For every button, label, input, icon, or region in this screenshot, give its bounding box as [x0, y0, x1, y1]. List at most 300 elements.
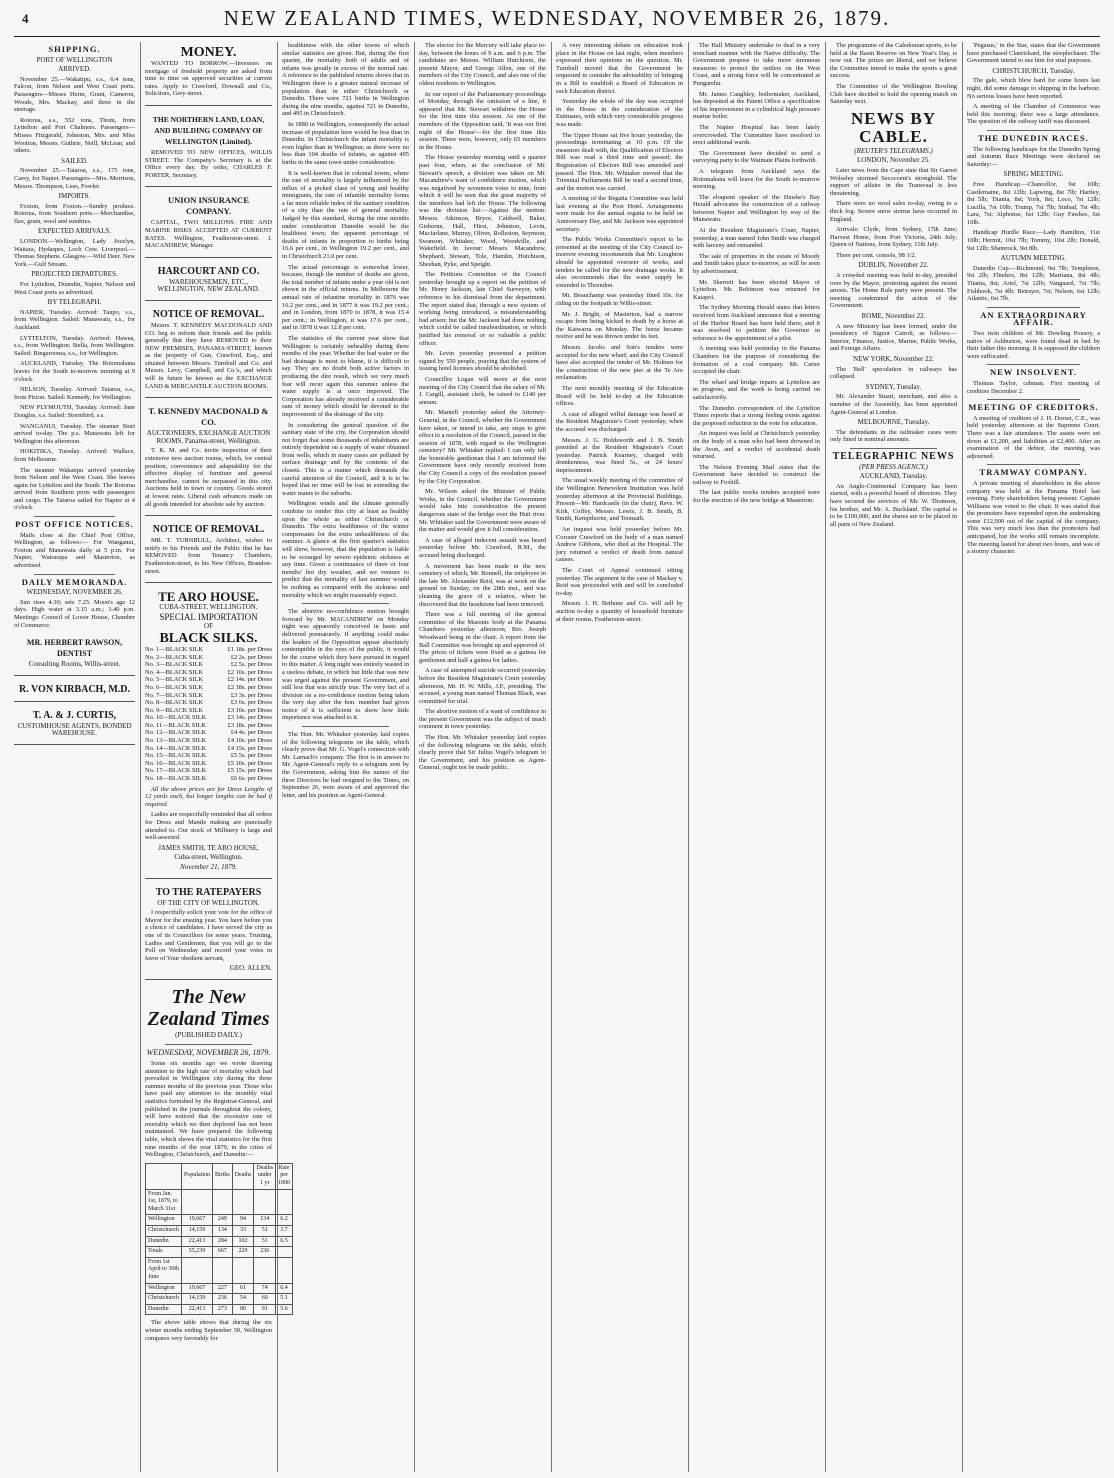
column-divider	[414, 42, 415, 1472]
paragraph: The usual weekly meeting of the committee of the Wellington Benevolent Institution was held yesterday afternoon at the Provincial Buildings. Present—Mr. Hardcastle (in the chair), Revs. W. Kirk, Coffey, Messrs. Lewis, J. B. Smith, B. Smith, Kempthorne, and Toomath.	[556, 477, 683, 523]
ad-title: THE NORTHERN LAND, LOAN, AND BUILDING COMPANY OF WELLINGTON (Limited).	[152, 114, 265, 146]
ad-subtitle: AUCTIONEERS, EXCHANGE AUCTION ROOMS, Panama-street, Wellington.	[146, 429, 271, 445]
table-cell: 22,413	[182, 1236, 213, 1247]
nameplate-subtitle: (PUBLISHED DAILY.)	[175, 1030, 242, 1039]
silk-item-name: No. 10—BLACK SILK	[145, 714, 207, 722]
silk-item-price: £5 10s. per Dress	[227, 759, 272, 767]
table-cell: 80	[232, 1304, 254, 1315]
divider	[987, 399, 1080, 400]
paragraph: Mr. Beauchamp was yesterday fined 10s. for riding on the footpath in Willis-street.	[556, 292, 683, 307]
table-cell: From Jan. 1st, 1879, to March 31st	[146, 1189, 182, 1215]
paragraph: The Government have decided to send a surveying party to the Waimate Plains forthwith.	[693, 149, 820, 165]
paragraph: The Dunedin correspondent of the Lyttelton Times reports that a strong feeling exists against the proposed reduction in the vote for education.	[693, 404, 820, 427]
paragraph: Councillor Logan will move at the next meeting of the City Council that the salary of Mr. J. Cargill, assistant clerk, be raised to £140 per annum.	[419, 375, 546, 406]
table-row	[146, 1189, 293, 1215]
dateline: LONDON, November 25.	[856, 156, 931, 165]
subheading: SPRING MEETING.	[1003, 170, 1064, 179]
dateline: MELBOURNE, Tuesday.	[857, 418, 930, 427]
subheading: PROJECTED DEPARTURES.	[31, 270, 118, 279]
paragraph: T. K. M. and Co. invite inspection of their extensive new auction rooms, which, for central position, convenience and adaptability for the effective display of furniture and general merchandise, cannot be surpassed in this city. Auctions held in town or country. Goods stored at lowest rates. Liberal cash advances made on all goods intended for absolute sale by auction.	[145, 447, 272, 508]
silk-item-name: No. 7—BLACK SILK	[145, 691, 204, 699]
table-row	[146, 1257, 293, 1283]
silk-item-name: No. 1—BLACK SILK	[145, 645, 204, 653]
paragraph: A private meeting of shareholders in the above company was held at the Panama Hotel last evening. Forty shareholders being present. Captain Williams was voted to the chair. It was stated that the promoters have expended upon the undertaking some £12,000 out of the capital of the company. This was very much less than the promoters had anticipated, but the works still remain incomplete. The meeting lasted for about two hours, and was of a stormy character.	[967, 479, 1100, 556]
subheading: (PER PRESS AGENCY.)	[859, 462, 928, 471]
paragraph: The abortive no-confidence motion brought forward by Mr. MACANDREW on Monday night was apparently conceived in haste and delivered prematurely. If anything could make the leaders of the Opposition appear absolutely contemptible in the eyes of the public, it would be the course which they have pursued in regard to this matter. A long night was entirely wasted in a useless debate, in which but little that was new was urged against the present Government, and still less that was strictly true. The very fact of a division on a no-confidence motion being taken the very day after the hon. member had given notice of it is sufficient to show how little importance was attached to it.	[282, 608, 409, 722]
column-divider	[688, 42, 689, 1472]
column-divider	[825, 42, 826, 1472]
silk-item-name: No. 8—BLACK SILK	[145, 699, 204, 707]
advertisement	[14, 679, 135, 702]
table-header-cell: Population	[182, 1163, 213, 1189]
advertisement	[145, 304, 272, 398]
table-row	[146, 1236, 293, 1247]
section-heading: POST OFFICE NOTICES.	[15, 519, 134, 530]
dateline: SYDNEY, Tuesday.	[865, 382, 922, 391]
paragraph: The above table shows that during the six winter months ending September 30, Wellington compares very favorably for	[145, 1319, 272, 1342]
paragraph: A new Ministry has been formed, under the presidency of Signor Cairoli, as follows:—Interior, Finance, Justice, Marine, Public Works, and Foreign Affairs.	[830, 322, 957, 353]
silk-price-row	[145, 676, 272, 684]
paragraph: For Lyttelton, Dunedin, Napier, Nelson and West Coast ports as advertised.	[14, 281, 135, 296]
issue-date: WEDNESDAY, NOVEMBER 26, 1879.	[146, 1047, 271, 1057]
ad-subtitle: SPECIAL IMPORTATION	[159, 611, 258, 622]
table-cell: 249	[213, 1215, 233, 1226]
paragraph: healthiness with the other towns of which similar statistics are given. But, during the first quarter, the mortality both of adults and of infants was greatly in excess of the normal rate. A reference to the published returns shows that in Wellington there is a greater natural increase of population than in either Christchurch or Dunedin. There were 721 births in Wellington during the nine months, against 721 in Dunedin, and 495 in Christchurch.	[282, 42, 409, 118]
advertisement-te-aro	[145, 586, 272, 878]
table-row	[146, 1294, 293, 1305]
ad-title: TE ARO HOUSE.	[158, 589, 259, 605]
table-cell: 5.6	[276, 1304, 293, 1315]
ad-title: HARCOURT AND CO.	[157, 265, 260, 277]
silk-item-name: No. 18—BLACK SILK	[145, 775, 207, 783]
section-heading: NEW INSOLVENT.	[989, 367, 1078, 378]
section-heading: THE DUNEDIN RACES.	[978, 132, 1089, 143]
ad-subtitle: OF	[204, 622, 213, 631]
table-cell: 667	[213, 1247, 233, 1258]
divider	[34, 516, 115, 517]
table-header-cell: Rate per 1000	[276, 1163, 293, 1189]
paragraph: The Nelson Evening Mail states that the Government have decided to construct the railway to Foxhill.	[693, 463, 820, 486]
paragraph: Messrs. Jacobs and Son's tenders were accepted for the new wharf; and the City Council have also accepted the tender of Mr. Holmes for the construction of the new pier at the Te Aro reclamation.	[556, 343, 683, 382]
paragraph: It is well-known that in colonial towns, where the rate of mortality is largely influenced by the influx of a picked class of young and healthy immigrants, the rate of infantile mortality forms a far more reliable index of the sanitary condition of a city than the rate of general mortality. Judged by this standard, during the nine months under consideration Dunedin would be the healthiest town; the apparent percentage of deaths of infants in proportion to births being 16.6 per cent., in Wellington 19.2 per cent., and in Christchurch 21.0 per cent.	[282, 169, 409, 261]
section-heading-cable: NEWS BY CABLE.	[851, 108, 936, 146]
column-divider	[140, 42, 141, 1472]
advertisement	[14, 632, 135, 676]
paragraph: The 'Bell' speculation in railways has collapsed.	[830, 365, 957, 381]
paragraph: Mr. J. Bright, of Masterton, had a narrow escape from being kicked to death by a horse at the Kaiwarra on Monday. The horse became restive and he was thrown under its feet.	[556, 310, 683, 341]
paragraph: Yesterday the whole of the day was occupied in the House in the consideration of the Estimates, with which very considerable progress was made.	[556, 98, 683, 128]
column-5-news	[556, 42, 683, 1472]
signature-sub: Cuba-street, Wellington.	[174, 853, 243, 862]
paragraph: A very interesting debate on education took place in the House on last night, when members expressed their opinions on the question. Mr. Turnbull moved that the Government be requested to consider the advisability of bringing in a Bill to establish a Board of Education in each Education district.	[556, 42, 683, 95]
paragraph: A telegram from Auckland says the Rotomahana will leave for the South to-morrow morning.	[693, 167, 820, 191]
column-divider	[551, 42, 552, 1472]
section-heading: SHIPPING.	[48, 44, 101, 54]
table-cell: Christchurch	[146, 1225, 182, 1236]
paragraph: In considering the general question of the sanitary state of the city, the Corporation should not forget that some thousands of inhabitants are entirely dependent on a supply of water obtained from wells, which in many cases are polluted by surface drainage and by the contents of the closets. This is a matter which demands the careful attention of the Council, and it is to be hoped that no time will be lost in extending the water mains to the suburbs.	[282, 421, 409, 497]
table-cell: 227	[213, 1283, 233, 1294]
silk-price-list	[145, 646, 272, 783]
paragraph: The wharf and bridge repairs at Lyttelton are in progress, and the work is being carried on satisfactorily.	[693, 378, 820, 401]
paragraph: The House yesterday morning until a quarter past four, when, at the conclusion of Mr. Stewart's speech, a division was taken on Mr. Macandrew's want of confidence motion, which was negatived by seventeen votes to nine, from which it will be seen that the great majority of the members had left the House. The following was the division list:—Against the motion: Messrs. Atkinson, Bryce, Caldwell, Baker, Gisborne, Hall, Hirst, Johnston, Levin, Macfarlane, Murray, Oliver, Rolleston, Seymour, Swanson, Whitaker, Wood, Woodville, and Wakefield. In favour: Messrs. Macandrew, Shephard, Stewart, Tole, Hamlin, Hutchison, Sheehan, Pyke, and Speight.	[419, 154, 546, 268]
paragraph: The sale of properties in the estate of Moody and Smith takes place to-morrow, as will be seen by advertisement.	[693, 252, 820, 276]
table-cell	[232, 1257, 254, 1283]
silk-item-price: £4 15s. per Dress	[227, 744, 272, 752]
paragraph: CAPITAL, TWO MILLIONS. FIRE AND MARINE RISKS ACCEPTED AT CURRENT RATES. Wellington, Featherston-street. J. MACANDREW, Manager.	[145, 219, 272, 250]
silk-item-price: £2 10s. per Dress	[227, 668, 272, 676]
silk-price-row	[145, 692, 272, 700]
paragraph: The following handicaps for the Dunedin Spring and Autumn Race Meetings were declared on Saturday:—	[967, 145, 1100, 168]
paragraph: A case of alleged indecent assault was heard yesterday before Mr. Crawford, R.M., the accused being discharged.	[419, 536, 546, 559]
paragraph: The next monthly meeting of the Education Board will be held to-day at the Education offices.	[556, 384, 683, 408]
table-cell: 55,239	[182, 1247, 213, 1258]
paragraph: The Petitions Committee of the Council yesterday brought up a report on the petition of Mr. Henry Jackson, late Chief Surveyor, with reference to his dismissal from the department. The report stated that, through a new system of working being introduced, a misunderstanding had arisen; but the Mr. Jackson had done nothing which could be called insubordination, or which justified his removal or so valuable a public officer.	[419, 271, 546, 347]
table-cell: 61	[232, 1283, 254, 1294]
table-cell: 102	[232, 1236, 254, 1247]
silk-price-row	[145, 745, 272, 753]
table-row	[146, 1215, 293, 1226]
paragraph: The Committee of the Wellington Bowling Club have decided to hold the opening match on Saturday next.	[830, 82, 957, 106]
paragraph: REMOVED TO NEW OFFICES, WILLIS STREET. The Company's Secretary is at the Office every day. By order, CHARLES F. PORTER, Secretary.	[145, 148, 272, 179]
subheading: WEDNESDAY, NOVEMBER 26.	[26, 588, 123, 597]
divider	[987, 464, 1080, 465]
table-cell: 229	[232, 1247, 254, 1258]
table-cell: 3.7	[276, 1225, 293, 1236]
paragraph: Three per cent. consols, 98 1/2.	[836, 251, 917, 259]
paragraph: Messrs. J. G. Holdsworth and J. B. Smith presided at the Resident Magistrate's Court yesterday. Patrick Kearney, charged with drunkenness, was fined 5s., or 24 hours' imprisonment.	[556, 436, 683, 474]
section-heading: MEETING OF CREDITORS.	[968, 402, 1099, 413]
ad-title: R. VON KIRBACH, M.D.	[18, 683, 130, 695]
silk-item-name: No. 11—BLACK SILK	[145, 721, 207, 729]
column-6-news	[693, 42, 820, 1472]
silk-item-price: £2 2s. per Dress	[230, 653, 272, 661]
advertisement	[145, 42, 272, 106]
paragraph: A movement has been made in the new cemetery of which, Mr. Bonnell, the employee in the late Mr. Alexander Reid, was at work on the ground on Sunday, on the 28th inst., and was cleaning the grave of a relative, when he discovered that the headstone had been removed.	[419, 562, 546, 608]
table-cell: 94	[232, 1215, 254, 1226]
dateline: AUCKLAND, Tuesday.	[859, 472, 928, 481]
paragraph: Handicap Hurdle Race.—Lady Hamilton, 11st 10lb; Hermit, 10st 7lb; Tommy, 10st 2lb; Donald, 9st 12lb; Shamrock, 9st 8lb.	[967, 229, 1100, 252]
divider	[987, 307, 1080, 308]
advertisement	[145, 109, 272, 187]
divider	[165, 1044, 252, 1045]
dateline: DUBLIN, November 22.	[858, 261, 929, 270]
advertisement	[145, 401, 272, 516]
silk-item-price: £2 14s. per Dress	[227, 676, 272, 684]
table-cell	[182, 1189, 213, 1215]
silk-price-row	[145, 752, 272, 760]
table-cell	[254, 1189, 276, 1215]
table-cell: 54	[232, 1294, 254, 1305]
silk-item-price: £3 3s. per Dress	[230, 691, 272, 699]
paragraph: Later news from the Cape state that Sir Garnet Wolseley stormed Secocoeni's stronghold. The support of affairs in the Transvaal is less threatening.	[830, 166, 957, 197]
paragraph: Mr. Skerrett has been elected Mayor of Lyttelton. Mr. Robinson was returned for Kaiapoi.	[693, 278, 820, 301]
subheading: BY TELEGRAPH.	[47, 298, 102, 307]
silk-price-row	[145, 714, 272, 722]
table-cell: Christchurch	[146, 1294, 182, 1305]
table-cell	[213, 1257, 233, 1283]
paragraph: Mr. James Caughley, boilermaker, Auckland, has deposited at the Patent Office a specification of his improvement in a cylindrical high pressure marine boiler.	[693, 90, 820, 121]
advertisement	[145, 882, 272, 980]
table-cell: 74	[254, 1283, 276, 1294]
paragraph: I respectfully solicit your vote for the office of Mayor for the ensuing year. You have before you a choice of candidates. I have served the city as one of its Councillors for some years. Trusting, Ladies and Gentlemen, that you will go to the Poll on Wednesday and record your votes in favor of Your obedient servant,	[145, 909, 272, 962]
silk-item-price: £4 4s. per Dress	[230, 729, 272, 737]
paragraph: Mr. Wilson asked the Minister of Public Works, in the Council, whether the Government would take into consideration the present dangerous state of the bridge over the Hutt river. Mr. Whitaker said the Government were aware of the matter and would give it full consideration.	[419, 488, 546, 534]
table-row	[146, 1247, 293, 1258]
paragraph: The Hall Ministry undertake to deal in a very trenchant manner with the Native difficulty. The Government propose to take more strenuous measures to protect the settlers on the West Coast, and a strong force will be concentrated at Pungarehu.	[693, 42, 820, 87]
newspaper-nameplate: The New Zealand Times	[147, 985, 270, 1030]
paragraph: The last public works tenders accepted were for the erection of the new bridge at Masterton.	[693, 489, 820, 505]
silk-price-row	[145, 684, 272, 692]
silk-price-row	[145, 707, 272, 715]
ad-subtitle: CUSTOMHOUSE AGENTS, BONDED WAREHOUSE.	[17, 721, 132, 738]
signature: GEO. ALLEN.	[229, 964, 272, 973]
silk-item-price: £4 10s. per Dress	[227, 737, 272, 745]
table-cell: Dunedin	[146, 1236, 182, 1247]
paragraph: AUCKLAND, Tuesday. The Rotomahana leaves for the South to-morrow morning at 9 o'clock.	[14, 360, 135, 383]
paragraph: The abortive motion of a want of confidence in the present Government was the subject of much comment in town yesterday.	[419, 708, 546, 731]
column-divider	[962, 42, 963, 1472]
table-cell: 134	[254, 1215, 276, 1226]
paragraph: Wellington winds and the climate generally combine to render this city at least as healthy upon the whole as either Christchurch or Dunedin. The extra healthiness of the winter compensates for the extra unhealthiness of the summer. A glance at the first quarter's statistics will show, however, that the population is liable to be scourged by severe epidemic sickness at any time. Given a continuance of three or four months' hot dry weather, and we venture to predict that the mortality of last summer would be nothing as compared with the sickness and mortality which we might reasonably expect.	[282, 500, 409, 599]
column-3-editorial	[282, 42, 409, 1472]
ad-title: NOTICE OF REMOVAL.	[152, 524, 265, 536]
silk-price-row	[145, 669, 272, 677]
paragraph: A meeting of the Chamber of Commerce was held this morning; there was a large attendance. The question of the railway tariff was discussed.	[967, 103, 1100, 126]
paragraph: The Public Works Committee's report to be presented at the meeting of the City Council to-morrow evening recommends that Mr. Loughton should be appointed overseer of works, and tenders be called for the new drainage works. It also recommends that the water supply be extended to Thorndon.	[556, 236, 683, 289]
divider	[34, 574, 115, 575]
silk-price-row	[145, 729, 272, 737]
table-cell: Wellington	[146, 1283, 182, 1294]
ad-subtitle: OF THE CITY OF WELLINGTON.	[157, 898, 260, 907]
paragraph: 'Pegasus,' in the Star, states that the Government have purchased Clanrickard, the steeplechaser. The Government intend to use him for stud purposes.	[967, 42, 1100, 65]
signature-date: November 21, 1879.	[180, 862, 237, 871]
paragraph: MR. T. TURNBULL, Architect, wishes to notify to his Friends and the Public that he has REMOVED from Tenancy Chambers, Featherston-street, to his New Offices, Brandon-street.	[145, 537, 272, 575]
paragraph: A crowded meeting was held to-day, presided over by the Mayor, protesting against the recent arrests. The Home Rule party were present. The meeting condemned the action of the Government.	[830, 272, 957, 310]
ad-title: NOTICE OF REMOVAL.	[152, 308, 265, 320]
paragraph: In 1880 in Wellington, consequently the actual increase of population here would be less than in Dunedin. In Christchurch the infant mortality is even higher than in Wellington; as there were no less than 104 deaths of infants, as against 495 births in the same town under consideration.	[282, 120, 409, 166]
divider	[302, 603, 389, 604]
paragraph: Rotorua, s.s., 552 tons, Thom, from Lyttelton and Port Chalmers. Passengers—Misses Fitzgerald, Johnston, Mrs. and Miss Wootton, Messrs. Guthrie, Neill, McLean, and others.	[14, 116, 135, 155]
table-cell: 19,667	[182, 1283, 213, 1294]
silk-price-row	[145, 722, 272, 730]
paragraph: A meeting was held yesterday in the Panama Chambers for the purpose of considering the formation of a coal company. Mr. Carter occupied the chair.	[693, 345, 820, 376]
table-cell: 236	[254, 1247, 276, 1258]
ad-title: UNION INSURANCE COMPANY.	[168, 195, 249, 217]
table-cell: 236	[213, 1294, 233, 1305]
ad-title: T. KENNEDY MACDONALD & CO.	[148, 406, 269, 428]
header-rule	[14, 36, 1100, 37]
paragraph: The steamer Wakatipu arrived yesterday from Nelson and the West Coast. She leaves again for Lyttelton and the South. The Rotorua arrived from Southern ports with passengers and cargo. The Taiaroa sailed for Napier at 4 o'clock.	[14, 466, 135, 512]
paragraph: The eloquent speaker of the Hawke's Bay Herald advocates the construction of a railway between Napier and Wellington by way of the Manawatu.	[693, 193, 820, 224]
dateline: CHRISTCHURCH, Tuesday.	[992, 66, 1075, 75]
divider	[987, 130, 1080, 131]
silk-item-name: No. 3—BLACK SILK	[145, 661, 204, 669]
advertisement	[145, 519, 272, 583]
table-cell: 273	[213, 1304, 233, 1315]
silk-item-name: No. 15—BLACK SILK	[145, 752, 207, 760]
paragraph: There were no wool sales to-day, owing to a thick fog. Severe snow storms have occurred in England.	[830, 200, 957, 223]
silk-item-price: £6 6s. per Dress	[230, 775, 272, 783]
paragraph: The Court of Appeal continued sitting yesterday. The argument in the case of Mackay v. Reid was proceeded with and will be concluded to-day.	[556, 567, 683, 597]
paragraph: Messrs. T. KENNEDY MACDONALD AND CO. beg to inform their friends and the public generally that they have REMOVED to their NEW PREMISES, PANAMA-STREET, known as the property of Gun, Crawford, Esq., and situated between Messrs. Turnbull and Co. and Messrs. Levy, Campbell, and Co.'s, and which will in future be known as the EXCHANGE LAND & MERCANTILE AUCTION ROOMS.	[145, 321, 272, 390]
ad-title: MONEY.	[180, 45, 237, 60]
subheading: AUTUMN MEETING.	[1000, 254, 1067, 263]
paragraph: LYTTELTON, Tuesday. Arrived: Hawea, s.s., from Wellington; Stella, from Wellington. Sailed: Ringarooma, s.s., for Wellington.	[14, 334, 135, 357]
silk-item-price: £1 18s. per Dress	[227, 645, 272, 653]
paragraph: Free Handicap.—Chancellor, 9st 10lb; Castlemaine, 8st 12lb; Lapwing, 8st 7lb; Hartley, 8st 5lb; Titania, 8st; York, 8st; Loco, 7st 12lb; Lucilla, 7st 10lb; Trump, 7st 7lb; Sinbad, 7st 4lb; Lara, 7st; Alphonse, 6st 12lb; Guy Fawkes, 6st 10lb.	[967, 180, 1100, 226]
advertisement	[145, 261, 272, 301]
paragraph: HOKITIKA, Tuesday. Arrived: Wallace, from Melbourne.	[14, 448, 135, 463]
silk-item-price: £2 18s. per Dress	[227, 683, 272, 691]
table-cell	[213, 1189, 233, 1215]
table-row	[146, 1225, 293, 1236]
column-1-shipping	[14, 42, 135, 1472]
column-8-news	[967, 42, 1100, 1472]
paragraph: NELSON, Tuesday. Arrived: Taiaroa, s.s., from Picton. Sailed: Kennedy, for Wellington.	[14, 386, 135, 401]
paragraph: All the above prices are for Dress Lengths of 12 yards each, but longer lengths can be had if required.	[145, 785, 272, 808]
table-cell: 91	[254, 1304, 276, 1315]
silk-item-price: £5 5s. per Dress	[230, 752, 272, 760]
paragraph: An inquest was held at Christchurch yesterday on the body of a man who had been drowned in the Avon, and a verdict of accidental death returned.	[693, 430, 820, 461]
paragraph: NAPIER, Tuesday. Arrived: Taupo, s.s., from Wellington. Sailed: Manawatu, s.s., for Auckland.	[14, 308, 135, 331]
paragraph: November 25.—Taiaroa, s.s., 175 tons, Carey, for Napier. Passengers—Mrs. Morrison, Messrs. Thompson, Lees, Fowler.	[14, 167, 135, 190]
paragraph: The Sydney Morning Herald states that letters received from Auckland announce that a meeting of the Harbor Board has been held there, and it was resolved to petition the Governor in reference to the appointment of a pilot.	[693, 304, 820, 342]
table-cell	[232, 1189, 254, 1215]
silk-item-price: £3 14s. per Dress	[227, 714, 272, 722]
table-row	[146, 1283, 293, 1294]
table-cell: 33	[232, 1225, 254, 1236]
paragraph: Two twin children of Mr. Dowling Ponsoy, a native of Ashburton, were found dead in bed by their father this morning. It is supposed the children were suffocated.	[967, 330, 1100, 360]
divider	[850, 448, 937, 449]
paragraph: The elector for the Mercury will take place to-day, between the hours of 9 a.m. and 6 p.m. The candidates are Messrs. William Hutchison, the present Mayor, and George Allen, one of the members of the City Council, and also one of the oldest residents in Wellington.	[419, 42, 546, 87]
silk-item-name: No. 6—BLACK SILK	[145, 683, 204, 691]
divider	[987, 364, 1080, 365]
paragraph: A case of alleged wilful damage was heard at the Resident Magistrate's Court yesterday, when the accused was discharged.	[556, 410, 683, 433]
paragraph: Foxton, from Foxton.—Sundry produce. Rotorua, from Southern ports.—Merchandise, flax, grain, wool and sundries.	[14, 202, 135, 225]
silk-item-price: £3 18s. per Dress	[227, 721, 272, 729]
ad-subtitle: Consulting Rooms, Willis-street.	[28, 660, 121, 669]
newspaper-title: NEW ZEALAND TIMES, WEDNESDAY, NOVEMBER 26, 1879.	[223, 6, 891, 30]
paragraph: The statistics of the current year show that Wellington is certainly unhealthy during three months of the year. Whether the bad water or the bad drainage is most to blame, it is difficult to say. They are no doubt both active factors in producing the dire result, which we very much fear will recur again this summer unless the water supply is at once improved. The Corporation has already received a considerable sum of money which should be devoted to the improvement of the drainage of the city.	[282, 334, 409, 418]
table-cell	[182, 1257, 213, 1283]
silk-item-price: £3 6s. per Dress	[230, 699, 272, 707]
table-cell: 60	[254, 1294, 276, 1305]
ad-title: TO THE RATEPAYERS	[155, 886, 262, 898]
paragraph: The defendants in the tailmaker cases were only fined in nominal amounts.	[830, 428, 957, 444]
column-4-news	[419, 42, 546, 1472]
silk-item-name: No. 2—BLACK SILK	[145, 653, 204, 661]
vital-statistics-table	[145, 1163, 293, 1316]
silk-item-name: No. 4—BLACK SILK	[145, 668, 204, 676]
paragraph: Mr. Alexander Stuart, merchant, and also a member of the Assembly, has been appointed Agent-General at London.	[830, 393, 957, 416]
ad-subtitle: CUBA-STREET, WELLINGTON.	[159, 603, 258, 612]
silk-price-row	[145, 699, 272, 707]
silk-item-price: £2 5s. per Dress	[230, 661, 272, 669]
silk-price-row	[145, 760, 272, 768]
table-cell: Totals	[146, 1247, 182, 1258]
subheading: EXPECTED ARRIVALS.	[38, 227, 111, 236]
table-header-row	[146, 1163, 293, 1189]
paragraph: The Hon. Mr. Whitaker yesterday laid copies of the following telegrams on the table, which clearly prove that Sir Julius Vogel's telegram to the Government, and his position as Agent-General, ought not be made public.	[419, 734, 546, 772]
paragraph: Mr. Levin yesterday presented a petition signed by 550 people, praying that the system of issuing hotel licenses should be abolished.	[419, 350, 546, 373]
table-header-cell	[146, 1163, 182, 1189]
paragraph: NEW PLYMOUTH, Tuesday. Arrived: Jane Douglas, s.s. Sailed: Stormbird, s.s.	[14, 404, 135, 419]
column-2-advertisements	[145, 42, 291, 1472]
silk-price-row	[145, 775, 272, 783]
table-cell: 6.4	[276, 1283, 293, 1294]
table-header-cell: Deaths	[232, 1163, 254, 1189]
table-cell: 134	[213, 1225, 233, 1236]
paragraph: At the Resident Magistrate's Court, Napier, yesterday, a man named John Smith was charged with larceny and remanded.	[693, 227, 820, 250]
silk-price-row	[145, 661, 272, 669]
table-cell: 6.2	[276, 1215, 293, 1226]
masthead	[0, 0, 1114, 40]
paragraph: The programme of the Caledonian sports, to be held at the Basin Reserve on New Year's Day, is now out. The prizes are liberal, and we believe the Committee intend to make the sports a great success.	[830, 42, 957, 80]
signature: JAMES SMITH, TE ARO HOUSE,	[158, 843, 259, 852]
silk-item-name: No. 13—BLACK SILK	[145, 737, 207, 745]
paragraph: Ladies are respectfully reminded that all orders for Dress and Mantle making are punctually attended to. Our stock of Millinery is large and well-assorted.	[145, 811, 272, 842]
section-heading: TRAMWAY COMPANY.	[979, 467, 1088, 478]
paragraph: An Anglo-Continental Company has been started, with a powerful board of directors. They have secured the services of Mr. W. Thomson, his brother, and Mr. A. Buckland. The capital is to be £100,000, and the shares are to be placed in all parts of New Zealand.	[830, 482, 957, 528]
paragraph: The Upper House sat five hours yesterday, the proceedings terminating at 10 p.m. Of the measures dealt with, the Qualification of Electors Bill was read a third time and passed; the Registration of Electors Bill was amended and passed. The Hon. Mr. Whitaker moved that the Triennial Parliaments Bill be read a second time, and the motion was carried.	[556, 131, 683, 192]
table-cell: 19,667	[182, 1215, 213, 1226]
table-cell: Wellington	[146, 1215, 182, 1226]
silk-item-name: No. 5—BLACK SILK	[145, 676, 204, 684]
paragraph: Sun rises 4.30; sets 7.25. Moon's age 12 days. High water at 3.15 a.m.; 3.40 p.m. Meetings: Council of Lower House, Chamber of Commerce.	[14, 598, 135, 629]
paragraph: Mr. Mantell yesterday asked the Attorney-General, in the Council, whether the Government have taken, or intend to take, any steps to give effect to a resolution of the Council, passed in the session of 1878, with regard to the Wellington cemetery? Mr. Whitaker replied: I can only tell the honorable gentleman that I am informed the Government have only recently received from the City Council a copy of the resolution passed by the City Corporation.	[419, 409, 546, 485]
silk-price-row	[145, 654, 272, 662]
paragraph: The gale, which blew hard for some hours last night, did some damage to shipping in the harbour. No serious losses have been reported.	[967, 77, 1100, 100]
section-heading: TELEGRAPHIC NEWS	[832, 450, 955, 462]
dateline: ROME, November 22.	[861, 312, 926, 321]
section-heading: AN EXTRAORDINARY AFFAIR.	[980, 309, 1087, 328]
subheading: IMPORTS.	[58, 192, 91, 201]
subheading: PORT OF WELLINGTON	[36, 55, 113, 64]
silk-item-price: £5 15s. per Dress	[227, 767, 272, 775]
table-cell: 5.1	[276, 1294, 293, 1305]
table-header-cell: Deaths under 1 yr	[254, 1163, 276, 1189]
table-cell: 51	[254, 1236, 276, 1247]
divider	[302, 726, 389, 727]
table-cell: 14,159	[182, 1225, 213, 1236]
paragraph: Messrs. J. H. Bethune and Co. will sell by auction to-day a quantity of household furniture at their rooms, Featherston-street.	[556, 600, 683, 623]
silk-item-price: £3 10s. per Dress	[227, 706, 272, 714]
paragraph: There was a full meeting of the general committee of the Masonic body at the Panama Chambers yesterday afternoon, Bro. Joseph Woodward being in the chair. A report from the Ball Committee was brought up and approved of. The prices of tickets were fixed as a guinea for gentlemen and half a guinea for ladies.	[419, 611, 546, 664]
paragraph: LONDON.—Wellington, Lady Jocelyn, Waitara, Hydaspes, Loch Cree. Liverpool.—Thomas Stephens. Glasgow.—Wild Deer. New York.—Gulf Stream.	[14, 238, 135, 268]
table-row	[146, 1304, 293, 1315]
dateline: NEW YORK, November 22.	[853, 355, 934, 363]
paragraph: A case of attempted suicide occurred yesterday before the Resident Magistrate's Court yesterday afternoon, Mr. H. W. Mills, J.P., presiding. The accused, a young man named Thomas Black, was committed for trial.	[419, 667, 546, 705]
table-cell: Dunedin	[146, 1304, 182, 1315]
silk-price-row	[145, 767, 272, 775]
table-header-cell: Births	[213, 1163, 233, 1189]
advertisement	[14, 705, 135, 745]
paragraph: The Hon. Mr. Whitaker yesterday laid copies of the following telegrams on the table, which clearly prove that Mr. G. Vogel's connection with Mr. Larnach's company. The first is in answer to Mr. Agent-General's reply to a telegram sent by the Government, asking him the names of the three Directors he had resigned to the Times, on September 26, were aware of and approved the letter, and his position as Agent-General.	[282, 731, 409, 799]
paragraph: The actual percentage is somewhat lower, because, though the number of deaths are given, the total number of infants under a year old is not shown in the official returns. In Melbourne the annual rate of infantine mortality in 1876 was 16.2 per cent., and in 1877 it was 19.2 per cent.; and in London, from 1870 to 1878, it was 15.4 per cent.; in Wellington, it was 17.6 per cent., and in 1878 it was 12.8 per cent.	[282, 263, 409, 332]
ad-subtitle: WAREHOUSEMEN, ETC., WELLINGTON, NEW ZEALAND.	[157, 277, 260, 294]
paragraph: November 25.—Wakatipu, s.s., 6:4 tons, Falcon, from Nelson and West Coast ports. Passengers—Misses Herm, Grant, Cameron, Woods, Mrs. Mackay, and three in the steerage.	[14, 75, 135, 114]
paragraph: WANGANUI, Tuesday. The steamer Sturt arrived to-day. The p.s. Manawatu left for Wellington this afternoon.	[14, 422, 135, 445]
silk-item-name: No. 17—BLACK SILK	[145, 767, 207, 775]
paragraph: Dunedin Cup.—Richmond, 9st 7lb; Templeton, 9st 2lb; Flinders, 8st 12lb; Maritana, 8st 4lb; Titania, 8st; Ariel, 7st 12lb; Vanguard, 7st 7lb; Fishhook, 7st 4lb; Betrayer, 7st; Nelson, 6st 12lb; Atlantic, 6st 7lb.	[967, 264, 1100, 303]
silk-item-name: No. 12—BLACK SILK	[145, 729, 207, 737]
silk-item-name: No. 9—BLACK SILK	[145, 706, 204, 714]
paragraph: Arrivals: Clyde, from Sydney, 17th June; Harvest Home, from Port Victoria, 24th July; Queen of Nations, from Sydney, 11th July.	[830, 226, 957, 249]
advertisement	[145, 190, 272, 257]
paragraph: In our report of the Parliamentary proceedings of Monday, through the omission of a line, it appeared that Mr. Stewart withdrew the House for the first time this session. As one of the members of the Opposition said, 'It was our first night of the House'—for the first time this session. There were, however, only 65 members in the House.	[419, 90, 546, 151]
ad-title: BLACK SILKS.	[159, 630, 258, 646]
table-cell: 14,159	[182, 1294, 213, 1305]
